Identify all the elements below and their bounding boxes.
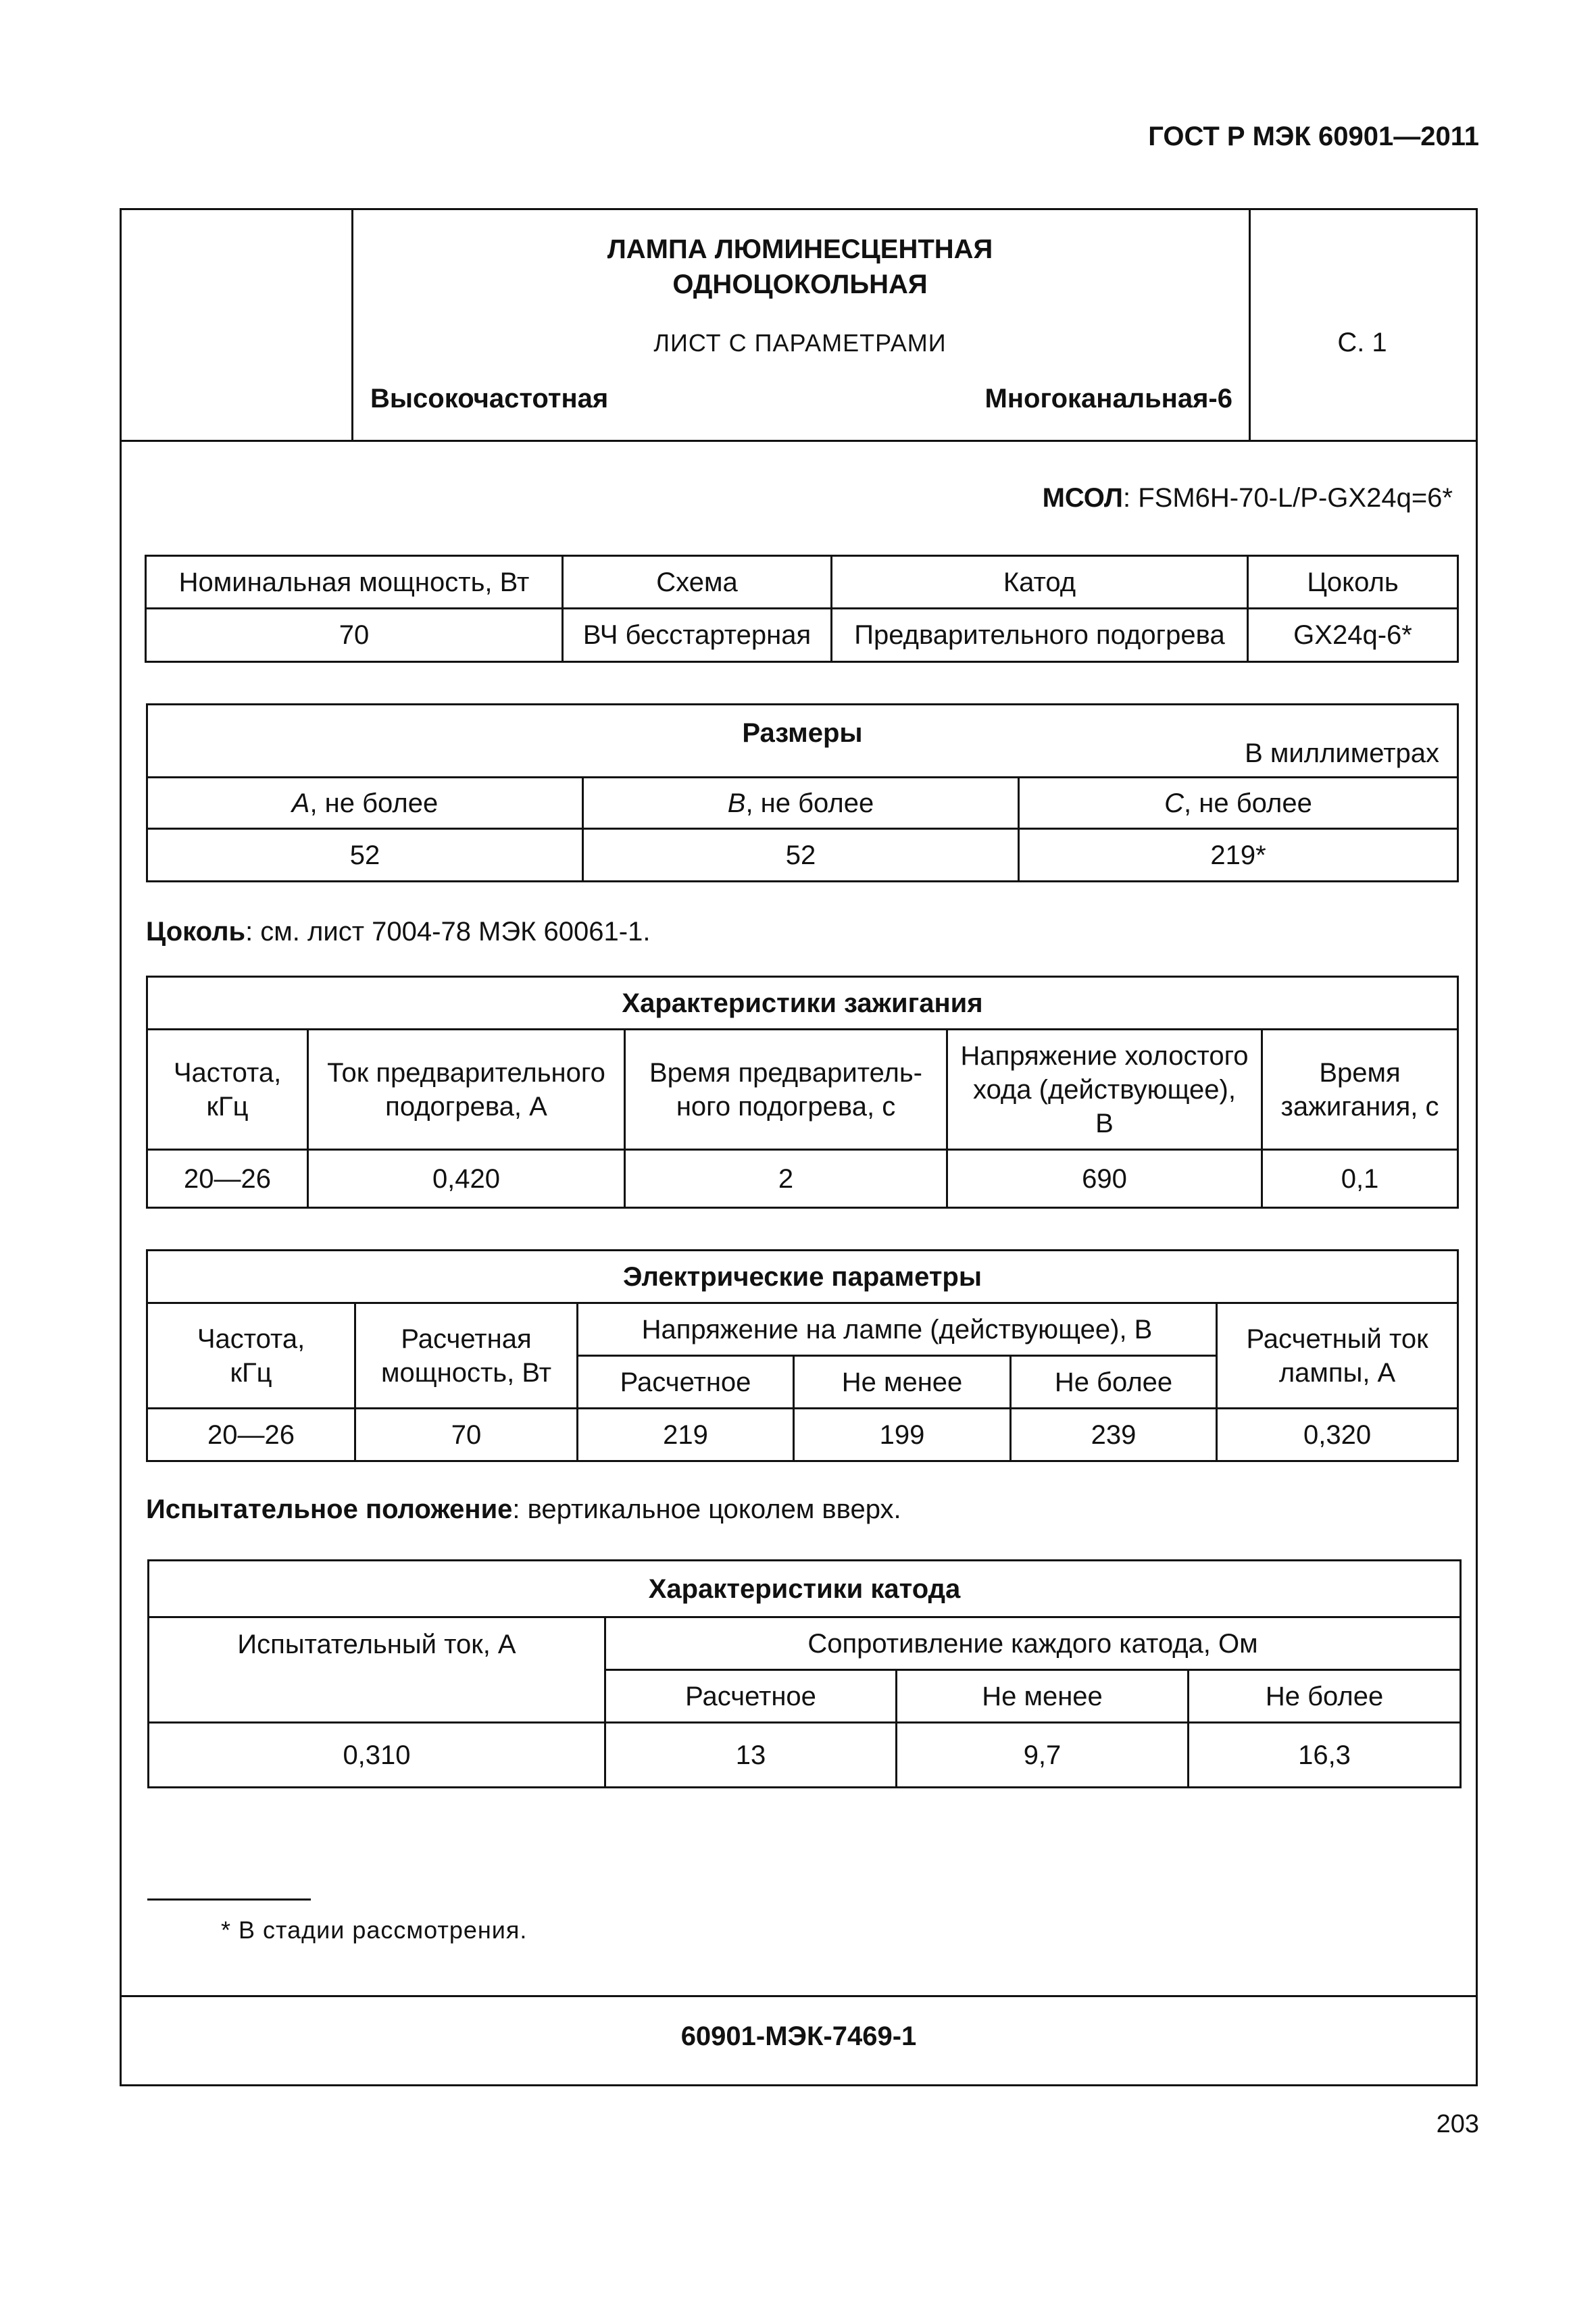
header-dim-c: C, не более [1019,778,1458,829]
header-open-circuit-voltage: Напряжение холостого хода (действующее), В [947,1030,1262,1150]
electrical-title-row [147,1251,1458,1303]
electrical-title: Электрические параметры [147,1251,1458,1303]
header-resistance-rated: Расчетное [605,1670,897,1723]
cell-resistance-min: 9,7 [897,1723,1189,1788]
cell-frequency: 20—26 [147,1150,308,1208]
header-cathode: Катод [832,556,1248,609]
sheet-subtitle: ЛИСТ С ПАРАМЕТРАМИ [653,329,947,357]
general-table [145,555,1459,663]
standard-number: ГОСТ Р МЭК 60901—2011 [1148,122,1479,151]
header-resistance: Сопротивление каждого катода, Ом [605,1617,1461,1670]
cell-dim-b: 52 [583,829,1019,882]
header-resistance-min: Не менее [897,1670,1189,1723]
header-voltage-max: Не более [1011,1356,1217,1409]
cell-open-circuit-voltage: 690 [947,1150,1262,1208]
title-line-2: ОДНОЦОКОЛЬНАЯ [672,270,928,299]
cathode-table [147,1559,1462,1788]
header-ignition-time: Время зажигания, с [1262,1030,1458,1150]
cell-preheat-current: 0,420 [308,1150,625,1208]
footer-divider [122,1995,1476,1997]
footnote: * В стадии рассмотрения. [221,1916,528,1944]
header-lamp-current: Расчетный ток лампы, А [1217,1303,1458,1409]
table-header-row [147,1303,1458,1356]
cell-voltage-rated: 219 [578,1409,794,1461]
table-header-row [147,778,1458,829]
header-el-frequency: Частота, кГц [147,1303,355,1409]
msol-value: : FSM6H-70-L/P-GX24q=6* [1123,483,1453,513]
cell-voltage-max: 239 [1011,1409,1217,1461]
page-number: 203 [1436,2110,1479,2138]
header-test-current: Испытательный ток, А [149,1617,605,1723]
test-position-label: Испытательное положение [146,1494,513,1524]
header-lamp-voltage: Напряжение на лампе (действующее), В [578,1303,1217,1356]
table-header-row [149,1617,1461,1670]
cell-cap: GX24q-6* [1248,609,1458,662]
title-divider-right [1249,210,1251,440]
msol-line [1043,483,1453,513]
dimensions-table [146,703,1459,882]
cell-voltage-min: 199 [794,1409,1011,1461]
table-row [149,1723,1461,1788]
header-circuit: Схема [563,556,832,609]
dimensions-title-cell [147,705,1458,778]
table-header-row [147,1030,1458,1150]
cell-dim-c: 219* [1019,829,1458,882]
cell-resistance-rated: 13 [605,1723,897,1788]
cell-dim-a: 52 [147,829,583,882]
cathode-title: Характеристики катода [149,1561,1461,1617]
ignition-title-row [147,977,1458,1030]
cell-circuit: ВЧ бесстартерная [563,609,832,662]
header-cap: Цоколь [1248,556,1458,609]
table-row [147,1150,1458,1208]
header-rated-power: Расчетная мощность, Вт [355,1303,578,1409]
cell-rated-power: 70 [355,1409,578,1461]
type-right-label: Многоканальная-6 [984,384,1232,413]
header-dim-a: A, не более [147,778,583,829]
title-divider-bottom [122,440,1476,442]
table-row [147,829,1458,882]
header-dim-b: B, не более [583,778,1019,829]
dimensions-title-row [147,705,1458,778]
header-frequency: Частота, кГц [147,1030,308,1150]
sheet-title [351,232,1249,302]
header-preheat-time: Время предваритель- ного подогрева, с [625,1030,947,1150]
cell-test-current: 0,310 [149,1723,605,1788]
cathode-title-row [149,1561,1461,1617]
sheet-id: 60901-МЭК-7469-1 [680,2021,917,2051]
cap-note-label: Цоколь [146,917,246,947]
test-position [146,1494,901,1525]
table-header-row [146,556,1458,609]
cell-power: 70 [146,609,563,662]
test-position-text: : вертикальное цоколем вверх. [512,1494,901,1524]
cap-note-text: : см. лист 7004-78 МЭК 60061-1. [245,917,651,947]
ignition-table [146,976,1459,1209]
msol-label: МСОЛ [1042,483,1123,513]
cell-el-frequency: 20—26 [147,1409,355,1461]
ignition-title: Характеристики зажигания [147,977,1458,1030]
header-voltage-min: Не менее [794,1356,1011,1409]
page-label: С. 1 [1337,328,1387,357]
cap-note [146,917,650,947]
dimensions-unit: В миллиметрах [1245,738,1439,768]
dimensions-title: Размеры [742,718,863,748]
type-left-label: Высокочастотная [370,384,609,413]
header-preheat-current: Ток предварительного подогрева, А [308,1030,625,1150]
cell-ignition-time: 0,1 [1262,1150,1458,1208]
cell-resistance-max: 16,3 [1189,1723,1461,1788]
header-power: Номинальная мощность, Вт [146,556,563,609]
cell-cathode: Предварительного подогрева [832,609,1248,662]
header-voltage-rated: Расчетное [578,1356,794,1409]
cell-preheat-time: 2 [625,1150,947,1208]
table-row [147,1409,1458,1461]
footnote-rule [147,1898,311,1901]
cell-lamp-current: 0,320 [1217,1409,1458,1461]
title-line-1: ЛАМПА ЛЮМИНЕСЦЕНТНАЯ [607,234,993,264]
header-resistance-max: Не более [1189,1670,1461,1723]
table-row [146,609,1458,662]
electrical-table [146,1249,1459,1462]
